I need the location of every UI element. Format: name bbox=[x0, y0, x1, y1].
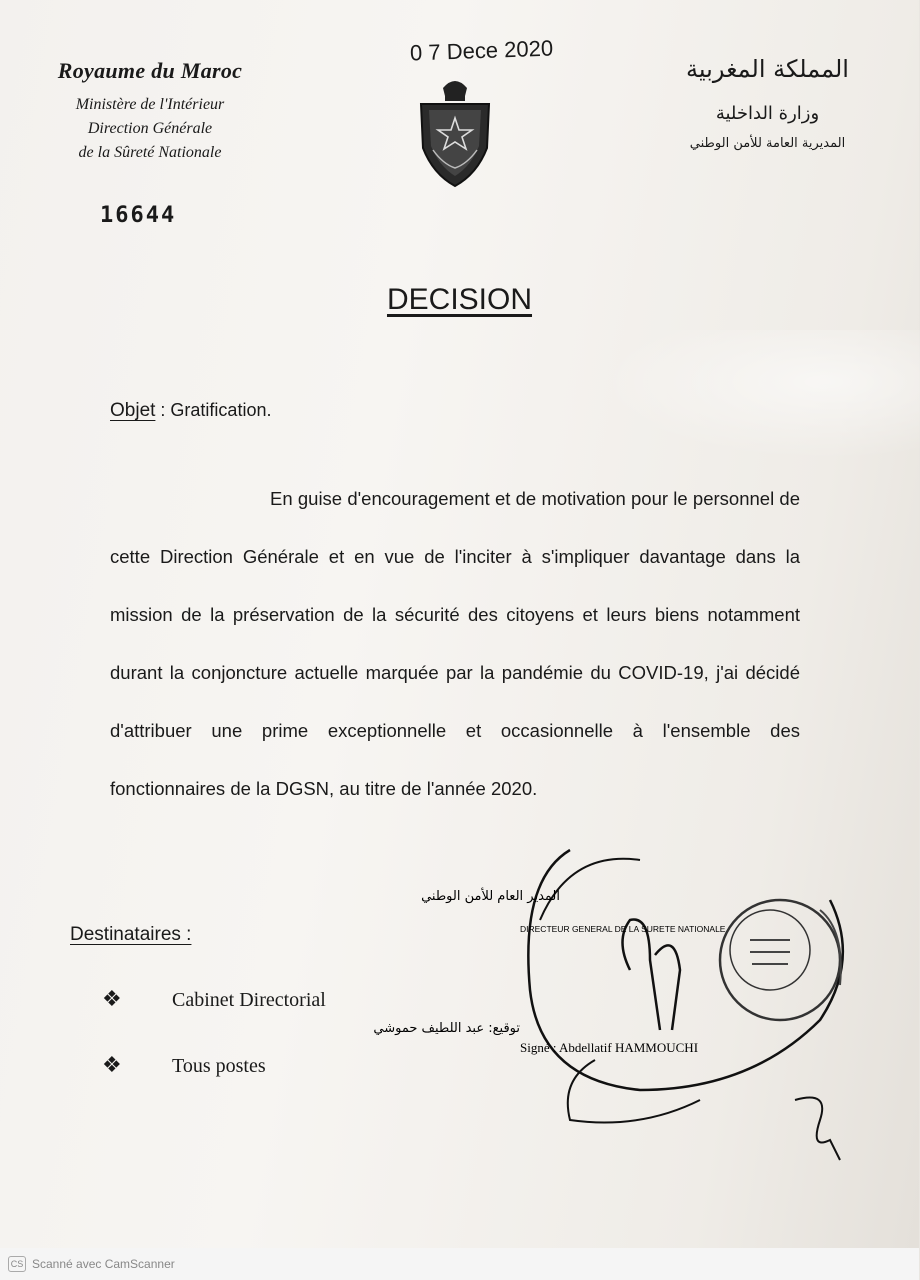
objet-value: : Gratification. bbox=[155, 400, 272, 420]
signature-french-name: Signé : Abdellatif HAMMOUCHI bbox=[520, 1040, 699, 1055]
title-text: DECISION bbox=[386, 283, 533, 316]
header-arabic-ministry: وزارة الداخلية bbox=[715, 103, 820, 124]
destinataire-label: Cabinet Directorial bbox=[172, 989, 326, 1011]
header-right-arabic bbox=[660, 55, 875, 151]
diamond-bullet-icon: ❖ bbox=[102, 1052, 122, 1077]
royal-emblem-icon bbox=[415, 70, 495, 190]
date-stamp: 0 7 Dece 2020 bbox=[409, 35, 554, 66]
destinataire-item bbox=[102, 986, 326, 1012]
reference-number: 16644 bbox=[100, 203, 177, 228]
document-title bbox=[0, 283, 919, 317]
footer-text: Scanné avec CamScanner bbox=[32, 1257, 175, 1271]
camscanner-logo-icon: CS bbox=[8, 1256, 26, 1272]
signature-arabic-name: توقيع: عبد اللطيف حموشي bbox=[373, 1021, 520, 1036]
objet-label: Objet bbox=[110, 400, 156, 421]
header-kingdom: Royaume du Maroc bbox=[57, 58, 243, 83]
paper-highlight bbox=[600, 330, 920, 460]
signature-french-title: DIRECTEUR GENERAL DE LA SURETE NATIONALE bbox=[520, 924, 726, 934]
scanner-footer bbox=[0, 1248, 919, 1280]
objet-line bbox=[110, 400, 271, 422]
header-ministry: Ministère de l'Intérieur bbox=[75, 96, 225, 113]
header-surete: de la Sûreté Nationale bbox=[78, 144, 222, 161]
header-arabic-kingdom: المملكة المغربية bbox=[686, 55, 849, 83]
header-left-french bbox=[30, 58, 270, 162]
destinataires-label: Destinataires : bbox=[70, 924, 192, 945]
official-seal-icon bbox=[720, 900, 841, 1020]
destinataire-label: Tous postes bbox=[172, 1055, 266, 1077]
signature-arabic-title: المدير العام للأمن الوطني bbox=[421, 889, 560, 904]
body-paragraph: En guise d'encouragement et de motivation pour le personnel de cette Direction Générale et en vue de l'inciter à s'impliquer davantage dans la mission de la préservation de la sécurité des citoyens et leurs biens notamment durant la conjoncture actuelle marquée par la pandémie du COVID-19, j'ai décidé d'attribuer une prime exceptionnelle et occasionnelle à l'ensemble des fonctionnaires de la DGSN, au titre de l'année 2020. bbox=[110, 488, 800, 799]
signature-block bbox=[373, 820, 860, 1160]
header-arabic-direction: المديرية العامة للأمن الوطني bbox=[689, 136, 846, 151]
diamond-bullet-icon: ❖ bbox=[102, 986, 122, 1011]
destinataire-item bbox=[102, 1052, 266, 1078]
header-direction: Direction Générale bbox=[87, 120, 213, 137]
